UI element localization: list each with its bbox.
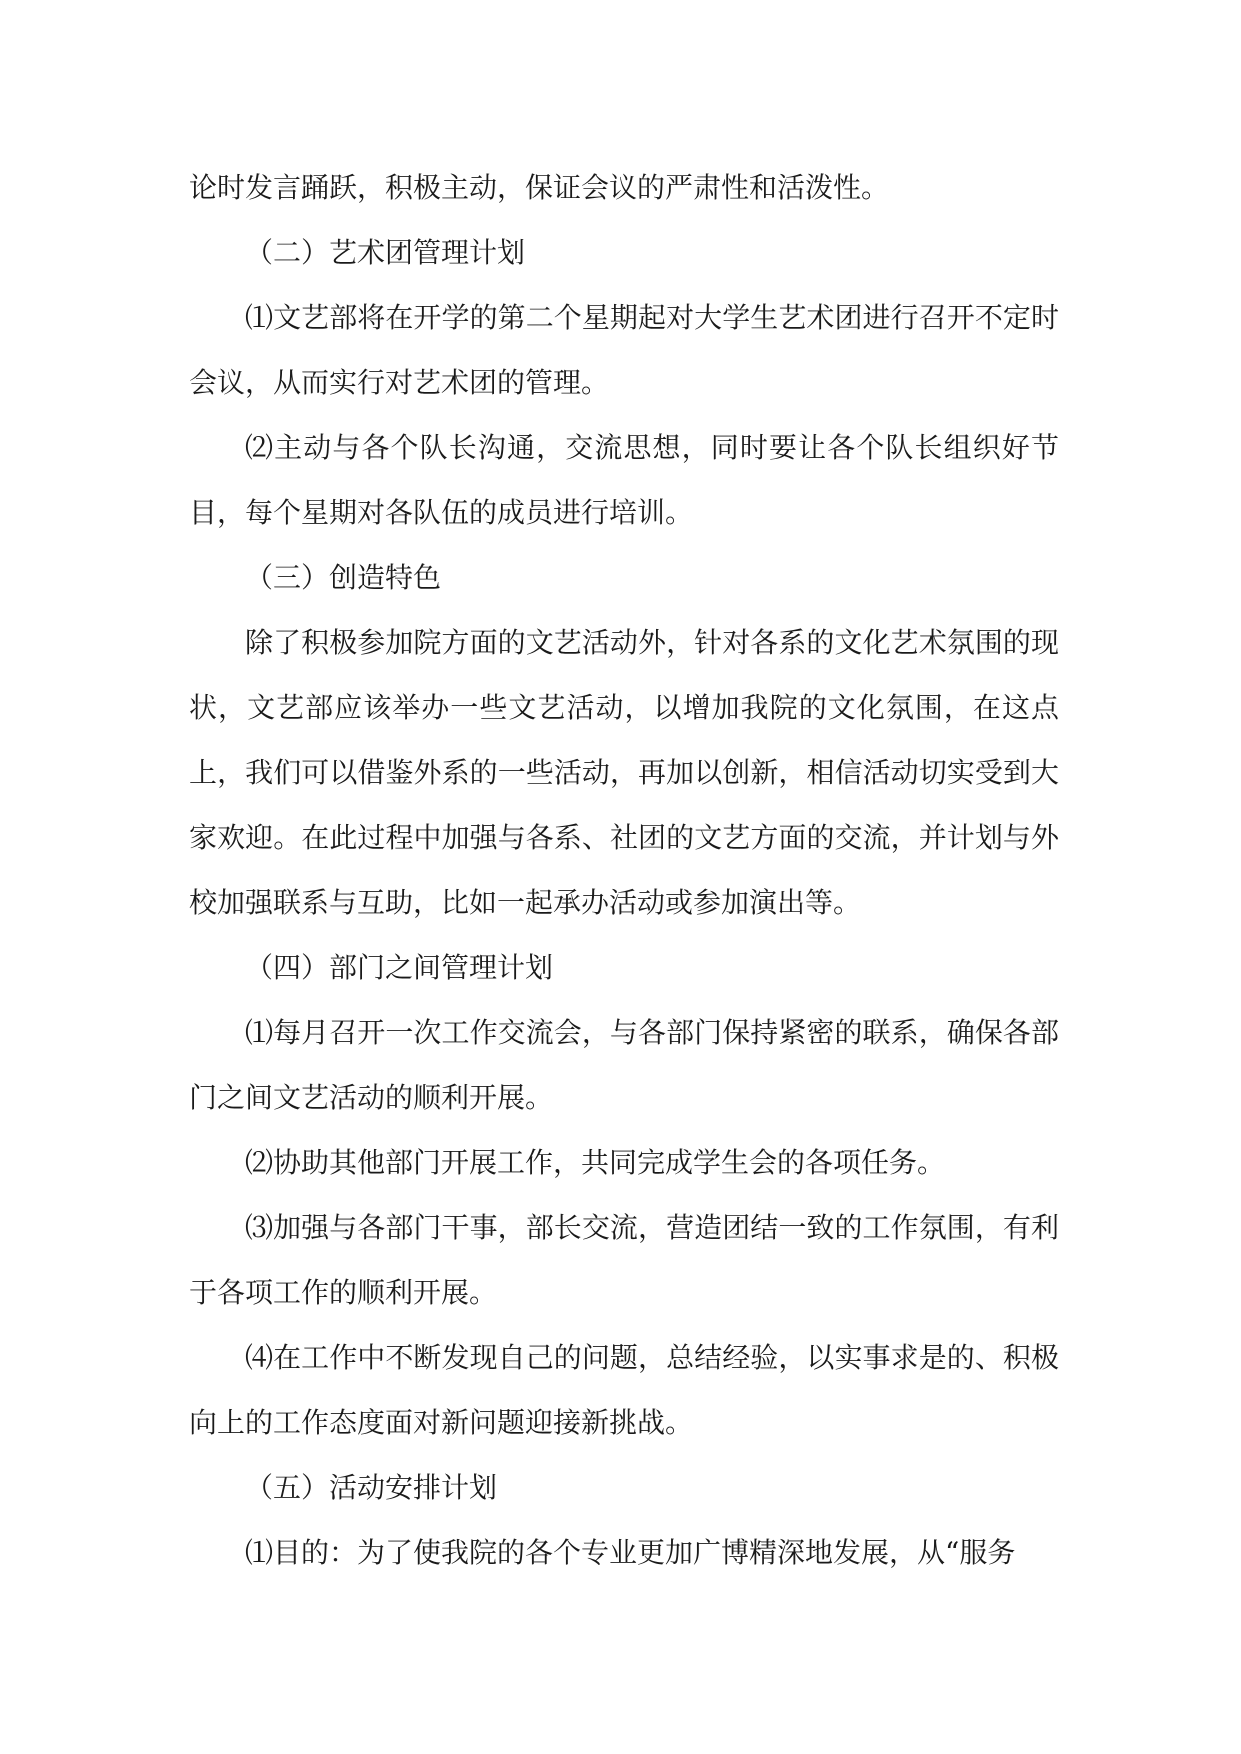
heading-inter-department-plan: （四）部门之间管理计划 — [245, 951, 554, 984]
heading-activity-plan: （五）活动安排计划 — [245, 1471, 498, 1504]
list-item-art-troupe-1: ⑴文艺部将在开学的第二个星期起对大学生艺术团进行召开不定时会议，从而实行对艺术团的管理。 — [189, 301, 1059, 399]
paragraph-continuation: 论时发言踊跃，积极主动，保证会议的严肃性和活泼性。 — [189, 171, 890, 204]
list-item-department-4: ⑷在工作中不断发现自己的问题，总结经验，以实事求是的、积极向上的工作态度面对新问题迎接新挑战。 — [189, 1341, 1059, 1439]
heading-create-features: （三）创造特色 — [245, 561, 442, 594]
heading-art-troupe-plan: （二）艺术团管理计划 — [245, 236, 526, 269]
list-item-department-1: ⑴每月召开一次工作交流会，与各部门保持紧密的联系，确保各部门之间文艺活动的顺利开展。 — [189, 1016, 1059, 1114]
list-item-activity-1: ⑴目的：为了使我院的各个专业更加广博精深地发展，从“服务 — [245, 1536, 1016, 1569]
paragraph-features: 除了积极参加院方面的文艺活动外，针对各系的文化艺术氛围的现状，文艺部应该举办一些文艺活动，以增加我院的文化氛围，在这点上，我们可以借鉴外系的一些活动，再加以创新，相信活动切实受到大家欢迎。在此过程中加强与各系、社团的文艺方面的交流，并计划与外校加强联系与互助，比如一起承办活动或参加演出等。 — [189, 626, 1059, 919]
list-item-department-3: ⑶加强与各部门干事，部长交流，营造团结一致的工作氛围，有利于各项工作的顺利开展。 — [189, 1211, 1059, 1309]
list-item-art-troupe-2: ⑵主动与各个队长沟通，交流思想，同时要让各个队长组织好节目，每个星期对各队伍的成员进行培训。 — [189, 431, 1059, 529]
document-body — [189, 155, 1059, 1585]
list-item-department-2: ⑵协助其他部门开展工作，共同完成学生会的各项任务。 — [245, 1146, 946, 1179]
